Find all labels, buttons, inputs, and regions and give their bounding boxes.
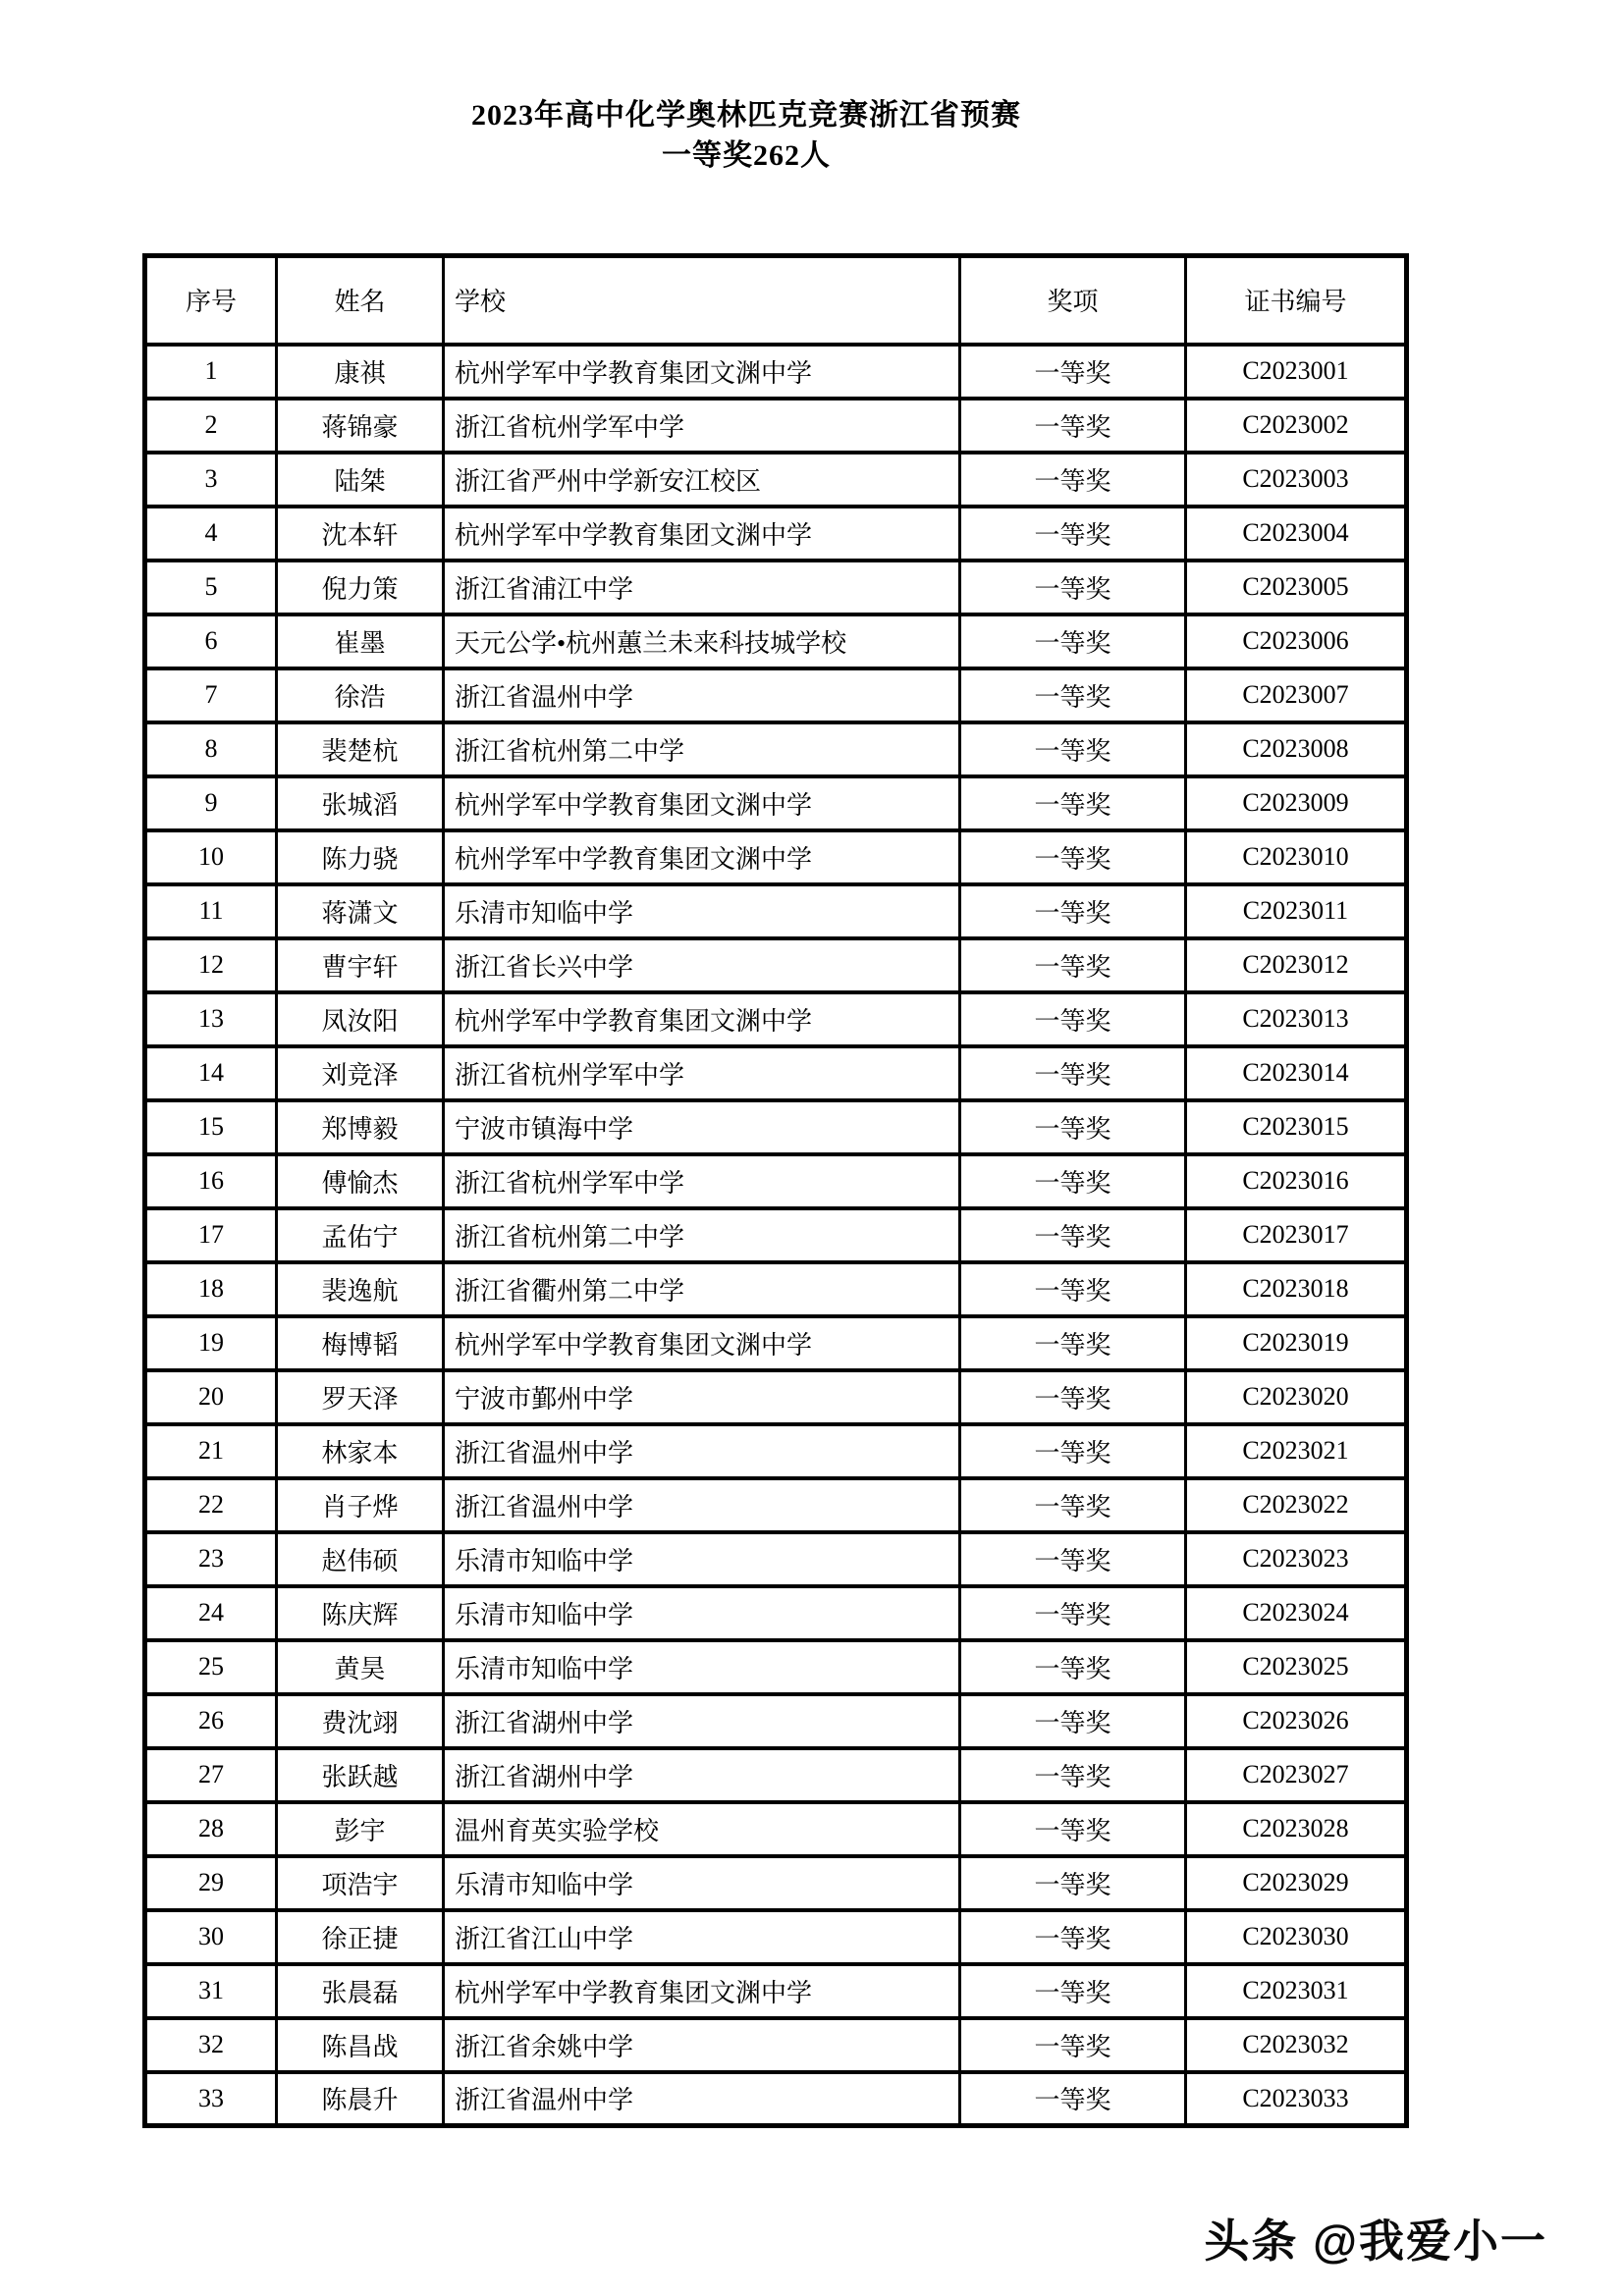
cell-cert: C2023012	[1186, 938, 1407, 992]
cell-school: 浙江省余姚中学	[444, 2018, 960, 2072]
cell-award: 一等奖	[960, 399, 1186, 453]
cell-cert: C2023023	[1186, 1532, 1407, 1586]
cell-index: 28	[145, 1802, 277, 1856]
cell-index: 1	[145, 345, 277, 399]
cell-name: 倪力策	[277, 561, 444, 614]
cell-award: 一等奖	[960, 1154, 1186, 1208]
cell-index: 5	[145, 561, 277, 614]
table-row	[145, 722, 1407, 776]
cell-index: 22	[145, 1478, 277, 1532]
cell-award: 一等奖	[960, 938, 1186, 992]
cell-cert: C2023002	[1186, 399, 1407, 453]
cell-name: 费沈翊	[277, 1694, 444, 1748]
cell-school: 浙江省杭州学军中学	[444, 1046, 960, 1100]
cell-name: 徐正捷	[277, 1910, 444, 1964]
cell-index: 12	[145, 938, 277, 992]
cell-index: 30	[145, 1910, 277, 1964]
cell-school: 浙江省杭州第二中学	[444, 722, 960, 776]
cell-name: 徐浩	[277, 668, 444, 722]
cell-school: 浙江省浦江中学	[444, 561, 960, 614]
cell-school: 浙江省湖州中学	[444, 1748, 960, 1802]
table-row	[145, 561, 1407, 614]
cell-school: 宁波市镇海中学	[444, 1100, 960, 1154]
table-row	[145, 1640, 1407, 1694]
cell-award: 一等奖	[960, 1802, 1186, 1856]
header-cell-school: 学校	[444, 256, 960, 345]
cell-award: 一等奖	[960, 776, 1186, 830]
cell-award: 一等奖	[960, 1424, 1186, 1478]
cell-index: 13	[145, 992, 277, 1046]
title-block	[142, 96, 1350, 176]
cell-school: 浙江省杭州第二中学	[444, 1208, 960, 1262]
table-row	[145, 1046, 1407, 1100]
table-header-row	[145, 256, 1407, 345]
cell-index: 27	[145, 1748, 277, 1802]
cell-school: 杭州学军中学教育集团文渊中学	[444, 830, 960, 884]
table-row	[145, 2072, 1407, 2126]
table-row	[145, 668, 1407, 722]
cell-school: 乐清市知临中学	[444, 1586, 960, 1640]
header-cell-award: 奖项	[960, 256, 1186, 345]
table-row	[145, 1532, 1407, 1586]
cell-name: 张晨磊	[277, 1964, 444, 2018]
cell-school: 浙江省温州中学	[444, 668, 960, 722]
cell-cert: C2023021	[1186, 1424, 1407, 1478]
cell-cert: C2023001	[1186, 345, 1407, 399]
cell-cert: C2023025	[1186, 1640, 1407, 1694]
cell-name: 康祺	[277, 345, 444, 399]
cell-name: 黄昊	[277, 1640, 444, 1694]
cell-name: 傅愉杰	[277, 1154, 444, 1208]
cell-cert: C2023016	[1186, 1154, 1407, 1208]
table-row	[145, 1100, 1407, 1154]
cell-name: 罗天泽	[277, 1370, 444, 1424]
cell-index: 32	[145, 2018, 277, 2072]
cell-award: 一等奖	[960, 1370, 1186, 1424]
cell-cert: C2023014	[1186, 1046, 1407, 1100]
award-table	[142, 253, 1409, 2128]
cell-award: 一等奖	[960, 1532, 1186, 1586]
cell-cert: C2023005	[1186, 561, 1407, 614]
cell-cert: C2023004	[1186, 507, 1407, 561]
cell-cert: C2023027	[1186, 1748, 1407, 1802]
cell-school: 浙江省衢州第二中学	[444, 1262, 960, 1316]
cell-school: 杭州学军中学教育集团文渊中学	[444, 507, 960, 561]
cell-award: 一等奖	[960, 1856, 1186, 1910]
cell-name: 沈本轩	[277, 507, 444, 561]
cell-award: 一等奖	[960, 1694, 1186, 1748]
cell-school: 乐清市知临中学	[444, 1856, 960, 1910]
table-row	[145, 345, 1407, 399]
cell-school: 浙江省温州中学	[444, 1478, 960, 1532]
cell-award: 一等奖	[960, 2018, 1186, 2072]
cell-award: 一等奖	[960, 561, 1186, 614]
header-cell-name: 姓名	[277, 256, 444, 345]
cell-index: 11	[145, 884, 277, 938]
table-row	[145, 992, 1407, 1046]
cell-award: 一等奖	[960, 1316, 1186, 1370]
cell-award: 一等奖	[960, 1100, 1186, 1154]
cell-cert: C2023009	[1186, 776, 1407, 830]
cell-name: 陆桀	[277, 453, 444, 507]
cell-name: 彭宇	[277, 1802, 444, 1856]
cell-cert: C2023015	[1186, 1100, 1407, 1154]
watermark: 头条 @我爱小一	[1204, 2216, 1547, 2267]
cell-award: 一等奖	[960, 1478, 1186, 1532]
table-row	[145, 830, 1407, 884]
cell-index: 6	[145, 614, 277, 668]
cell-index: 33	[145, 2072, 277, 2126]
cell-cert: C2023020	[1186, 1370, 1407, 1424]
cell-school: 杭州学军中学教育集团文渊中学	[444, 776, 960, 830]
cell-index: 26	[145, 1694, 277, 1748]
header-cell-index: 序号	[145, 256, 277, 345]
table-row	[145, 1316, 1407, 1370]
cell-award: 一等奖	[960, 614, 1186, 668]
table-row	[145, 507, 1407, 561]
table-row	[145, 614, 1407, 668]
table-row	[145, 1910, 1407, 1964]
cell-name: 刘竞泽	[277, 1046, 444, 1100]
cell-name: 裴逸航	[277, 1262, 444, 1316]
cell-index: 23	[145, 1532, 277, 1586]
cell-school: 乐清市知临中学	[444, 1640, 960, 1694]
cell-award: 一等奖	[960, 884, 1186, 938]
document-subtitle: 一等奖262人	[662, 138, 831, 172]
table-body	[145, 345, 1407, 2126]
table-row	[145, 1154, 1407, 1208]
cell-school: 温州育英实验学校	[444, 1802, 960, 1856]
cell-name: 肖子烨	[277, 1478, 444, 1532]
cell-name: 梅博韬	[277, 1316, 444, 1370]
cell-index: 8	[145, 722, 277, 776]
cell-name: 陈晨升	[277, 2072, 444, 2126]
cell-cert: C2023033	[1186, 2072, 1407, 2126]
cell-award: 一等奖	[960, 453, 1186, 507]
table-row	[145, 1856, 1407, 1910]
cell-school: 浙江省杭州学军中学	[444, 399, 960, 453]
table-row	[145, 938, 1407, 992]
table-row	[145, 1964, 1407, 2018]
cell-cert: C2023032	[1186, 2018, 1407, 2072]
cell-cert: C2023030	[1186, 1910, 1407, 1964]
cell-name: 陈庆辉	[277, 1586, 444, 1640]
cell-award: 一等奖	[960, 507, 1186, 561]
cell-name: 蒋锦豪	[277, 399, 444, 453]
cell-index: 3	[145, 453, 277, 507]
cell-name: 张跃越	[277, 1748, 444, 1802]
cell-cert: C2023003	[1186, 453, 1407, 507]
cell-cert: C2023024	[1186, 1586, 1407, 1640]
cell-school: 浙江省严州中学新安江校区	[444, 453, 960, 507]
cell-cert: C2023019	[1186, 1316, 1407, 1370]
table-row	[145, 2018, 1407, 2072]
cell-name: 郑博毅	[277, 1100, 444, 1154]
table-row	[145, 399, 1407, 453]
cell-award: 一等奖	[960, 1640, 1186, 1694]
cell-school: 浙江省江山中学	[444, 1910, 960, 1964]
table-row	[145, 1748, 1407, 1802]
cell-school: 天元公学•杭州蕙兰未来科技城学校	[444, 614, 960, 668]
cell-index: 25	[145, 1640, 277, 1694]
cell-award: 一等奖	[960, 345, 1186, 399]
cell-award: 一等奖	[960, 1046, 1186, 1100]
cell-cert: C2023011	[1186, 884, 1407, 938]
cell-name: 凤汝阳	[277, 992, 444, 1046]
cell-index: 31	[145, 1964, 277, 2018]
cell-name: 陈昌战	[277, 2018, 444, 2072]
cell-cert: C2023013	[1186, 992, 1407, 1046]
header-cell-cert: 证书编号	[1186, 256, 1407, 345]
cell-award: 一等奖	[960, 1208, 1186, 1262]
cell-index: 2	[145, 399, 277, 453]
cell-cert: C2023031	[1186, 1964, 1407, 2018]
cell-cert: C2023006	[1186, 614, 1407, 668]
cell-school: 浙江省湖州中学	[444, 1694, 960, 1748]
table-row	[145, 776, 1407, 830]
cell-index: 9	[145, 776, 277, 830]
cell-award: 一等奖	[960, 722, 1186, 776]
table-row	[145, 453, 1407, 507]
cell-award: 一等奖	[960, 668, 1186, 722]
table-row	[145, 1586, 1407, 1640]
table-row	[145, 1802, 1407, 1856]
cell-school: 杭州学军中学教育集团文渊中学	[444, 345, 960, 399]
cell-name: 曹宇轩	[277, 938, 444, 992]
cell-cert: C2023022	[1186, 1478, 1407, 1532]
table-row	[145, 1478, 1407, 1532]
cell-name: 张城滔	[277, 776, 444, 830]
cell-index: 19	[145, 1316, 277, 1370]
cell-award: 一等奖	[960, 1586, 1186, 1640]
cell-index: 15	[145, 1100, 277, 1154]
cell-name: 裴楚杭	[277, 722, 444, 776]
cell-cert: C2023029	[1186, 1856, 1407, 1910]
cell-name: 陈力骁	[277, 830, 444, 884]
cell-school: 杭州学军中学教育集团文渊中学	[444, 1964, 960, 2018]
cell-award: 一等奖	[960, 1748, 1186, 1802]
cell-index: 4	[145, 507, 277, 561]
cell-school: 杭州学军中学教育集团文渊中学	[444, 1316, 960, 1370]
cell-award: 一等奖	[960, 1964, 1186, 2018]
cell-cert: C2023007	[1186, 668, 1407, 722]
cell-index: 21	[145, 1424, 277, 1478]
cell-cert: C2023026	[1186, 1694, 1407, 1748]
table-row	[145, 1262, 1407, 1316]
cell-school: 乐清市知临中学	[444, 1532, 960, 1586]
cell-cert: C2023008	[1186, 722, 1407, 776]
cell-school: 浙江省温州中学	[444, 1424, 960, 1478]
table-row	[145, 884, 1407, 938]
cell-index: 18	[145, 1262, 277, 1316]
cell-cert: C2023028	[1186, 1802, 1407, 1856]
cell-name: 项浩宇	[277, 1856, 444, 1910]
cell-index: 14	[145, 1046, 277, 1100]
cell-award: 一等奖	[960, 1910, 1186, 1964]
cell-cert: C2023017	[1186, 1208, 1407, 1262]
cell-award: 一等奖	[960, 992, 1186, 1046]
cell-index: 20	[145, 1370, 277, 1424]
cell-award: 一等奖	[960, 1262, 1186, 1316]
table-row	[145, 1694, 1407, 1748]
cell-award: 一等奖	[960, 2072, 1186, 2126]
cell-name: 蒋潇文	[277, 884, 444, 938]
cell-cert: C2023018	[1186, 1262, 1407, 1316]
cell-index: 24	[145, 1586, 277, 1640]
cell-index: 16	[145, 1154, 277, 1208]
table-row	[145, 1424, 1407, 1478]
cell-name: 赵伟硕	[277, 1532, 444, 1586]
cell-index: 29	[145, 1856, 277, 1910]
table-row	[145, 1208, 1407, 1262]
cell-school: 浙江省杭州学军中学	[444, 1154, 960, 1208]
cell-school: 宁波市鄞州中学	[444, 1370, 960, 1424]
cell-name: 孟佑宁	[277, 1208, 444, 1262]
cell-index: 7	[145, 668, 277, 722]
cell-name: 林家本	[277, 1424, 444, 1478]
table-row	[145, 1370, 1407, 1424]
cell-award: 一等奖	[960, 830, 1186, 884]
cell-school: 浙江省长兴中学	[444, 938, 960, 992]
cell-name: 崔墨	[277, 614, 444, 668]
cell-school: 杭州学军中学教育集团文渊中学	[444, 992, 960, 1046]
cell-school: 浙江省温州中学	[444, 2072, 960, 2126]
cell-index: 17	[145, 1208, 277, 1262]
cell-index: 10	[145, 830, 277, 884]
cell-cert: C2023010	[1186, 830, 1407, 884]
cell-school: 乐清市知临中学	[444, 884, 960, 938]
document-title: 2023年高中化学奥林匹克竞赛浙江省预赛	[471, 99, 1021, 132]
